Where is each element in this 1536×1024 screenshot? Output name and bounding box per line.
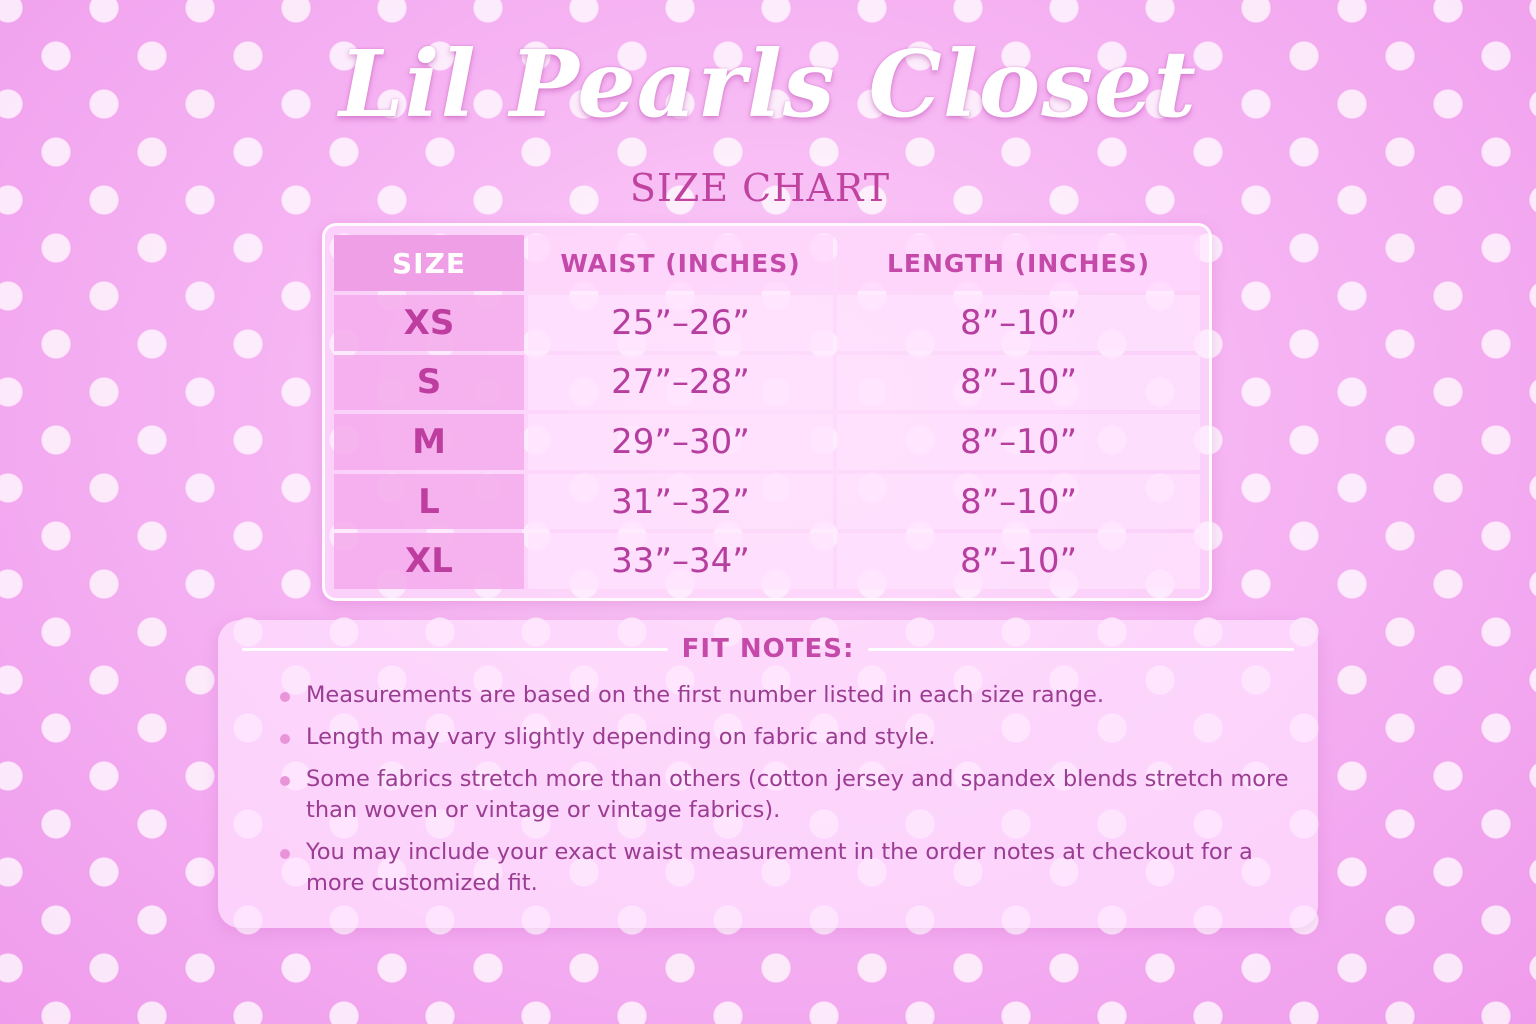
- waist-cell: 27”–28”: [528, 355, 833, 411]
- size-chart-heading: SIZE CHART: [629, 166, 891, 210]
- note-text: You may include your exact waist measurement in the order notes at checkout for a more customized fit.: [306, 839, 1253, 896]
- table-row: [334, 474, 1200, 530]
- fit-notes-header: [242, 632, 1294, 666]
- table-row: [334, 533, 1200, 589]
- list-item: [280, 764, 1290, 826]
- column-header-size: SIZE: [334, 235, 524, 291]
- brand-title: Lil Pearls Closet: [338, 30, 1198, 138]
- bullet-dot-icon: [280, 849, 290, 859]
- size-cell: XS: [334, 295, 524, 351]
- column-header-length: LENGTH (INCHES): [837, 235, 1200, 291]
- table-row: [334, 414, 1200, 470]
- size-cell: S: [334, 355, 524, 411]
- note-text: Length may vary slightly depending on fabric and style.: [306, 724, 936, 750]
- column-header-waist: WAIST (INCHES): [528, 235, 833, 291]
- size-chart-table: [330, 231, 1204, 593]
- waist-cell: 25”–26”: [528, 295, 833, 351]
- length-cell: 8”–10”: [837, 355, 1200, 411]
- waist-cell: 29”–30”: [528, 414, 833, 470]
- size-cell: L: [334, 474, 524, 530]
- note-text: Some fabrics stretch more than others (cotton jersey and spandex blends stretch more than woven or vintage or vintage fabrics).: [306, 766, 1289, 823]
- divider-right: [868, 648, 1294, 651]
- fit-notes-title: FIT NOTES:: [681, 634, 855, 664]
- list-item: [280, 837, 1290, 899]
- table-row: [334, 295, 1200, 351]
- waist-cell: 33”–34”: [528, 533, 833, 589]
- list-item: [280, 722, 1290, 753]
- fit-notes-list: [280, 680, 1290, 910]
- bullet-dot-icon: [280, 776, 290, 786]
- list-item: [280, 680, 1290, 711]
- table-header-row: [334, 235, 1200, 291]
- divider-left: [242, 648, 668, 651]
- fit-notes-panel: [218, 620, 1318, 928]
- length-cell: 8”–10”: [837, 474, 1200, 530]
- length-cell: 8”–10”: [837, 414, 1200, 470]
- length-cell: 8”–10”: [837, 533, 1200, 589]
- note-text: Measurements are based on the first number listed in each size range.: [306, 682, 1105, 708]
- size-cell: XL: [334, 533, 524, 589]
- table-row: [334, 355, 1200, 411]
- bullet-dot-icon: [280, 692, 290, 702]
- waist-cell: 31”–32”: [528, 474, 833, 530]
- size-chart-panel: [322, 223, 1212, 601]
- size-cell: M: [334, 414, 524, 470]
- bullet-dot-icon: [280, 734, 290, 744]
- length-cell: 8”–10”: [837, 295, 1200, 351]
